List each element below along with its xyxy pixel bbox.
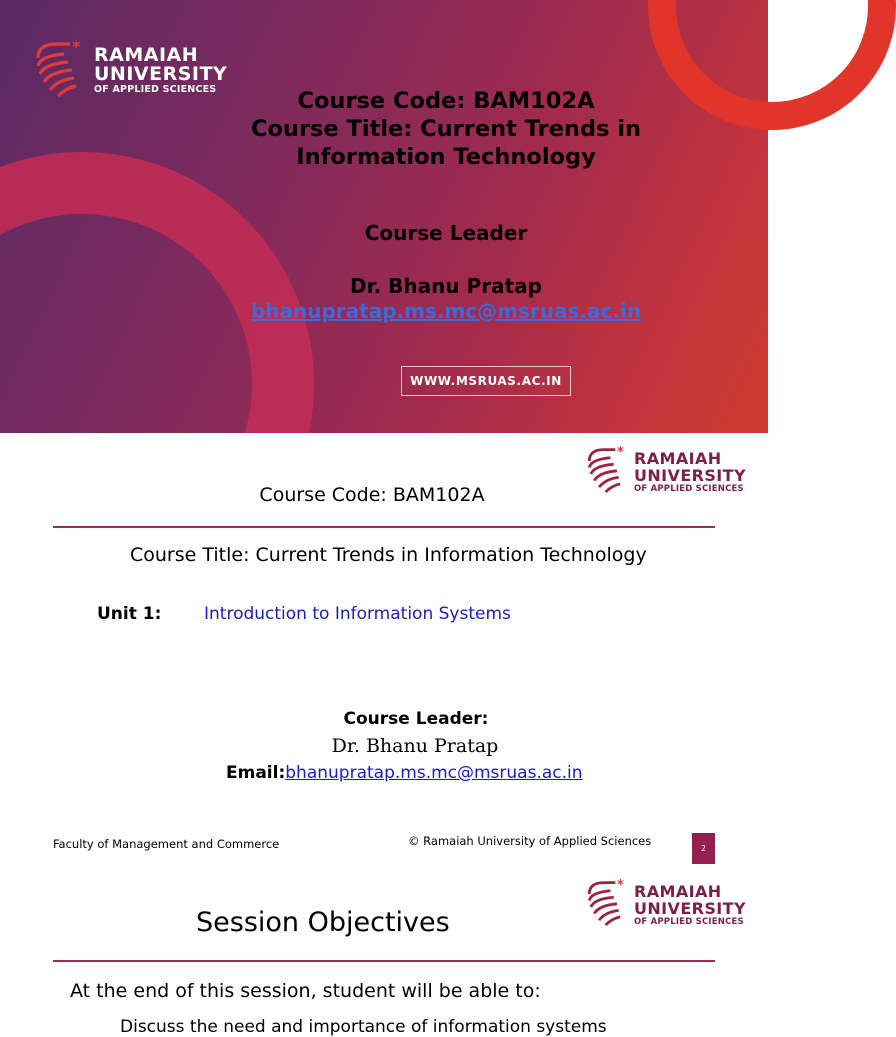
logo-word-university: UNIVERSITY — [634, 466, 746, 485]
session-objectives-slide — [0, 871, 768, 1037]
course-info-slide — [0, 433, 768, 871]
email-link[interactable]: bhanupratap.ms.mc@msruas.ac.in — [285, 763, 583, 783]
course-leader-name: Dr. Bhanu Pratap — [331, 735, 499, 757]
course-code: Course Code: BAM102A — [259, 484, 485, 506]
svg-text:*: * — [616, 445, 624, 461]
university-emblem-icon — [586, 877, 630, 929]
slide-title: Session Objectives — [196, 907, 450, 938]
footer-copyright: © Ramaiah University of Applied Sciences — [408, 834, 652, 848]
course-title-line2: Information Technology — [296, 144, 596, 170]
logo-subtitle: OF APPLIED SCIENCES — [634, 917, 744, 927]
course-leader-name: Dr. Bhanu Pratap — [350, 274, 542, 298]
logo-subtitle: OF APPLIED SCIENCES — [94, 84, 217, 95]
divider-line — [53, 526, 715, 528]
objectives-intro: At the end of this session, student will be able to: — [70, 980, 541, 1002]
university-emblem-icon — [34, 38, 88, 100]
logo-word-ramaiah: RAMAIAH — [94, 44, 199, 66]
divider-line — [53, 960, 715, 962]
unit-label: Unit 1: — [97, 604, 162, 624]
svg-text:*: * — [72, 37, 81, 56]
course-title: Course Title: Current Trends in Information Technology — [130, 544, 647, 566]
logo-subtitle: OF APPLIED SCIENCES — [634, 484, 744, 494]
university-logo — [586, 877, 758, 931]
course-leader-label: Course Leader — [364, 221, 528, 245]
course-code: Course Code: BAM102A — [297, 88, 595, 114]
course-leader-email-link[interactable]: bhanupratap.ms.mc@msruas.ac.in — [250, 299, 642, 323]
course-heading — [186, 87, 706, 171]
svg-text:*: * — [616, 878, 624, 894]
website-link[interactable]: WWW.MSRUAS.AC.IN — [401, 366, 571, 396]
logo-word-university: UNIVERSITY — [94, 63, 228, 85]
unit-name: Introduction to Information Systems — [204, 604, 511, 624]
title-slide — [0, 0, 768, 433]
logo-word-ramaiah: RAMAIAH — [634, 449, 722, 468]
objective-bullet: Discuss the need and importance of information systems — [120, 1017, 607, 1037]
page-number-badge: 2 — [692, 833, 715, 864]
email-row — [226, 763, 583, 783]
course-leader-label: Course Leader: — [343, 709, 489, 729]
footer-faculty: Faculty of Management and Commerce — [53, 837, 280, 851]
course-title-line1: Course Title: Current Trends in — [250, 116, 642, 142]
email-label: Email: — [226, 763, 286, 783]
logo-word-ramaiah: RAMAIAH — [634, 882, 722, 901]
logo-word-university: UNIVERSITY — [634, 899, 746, 918]
